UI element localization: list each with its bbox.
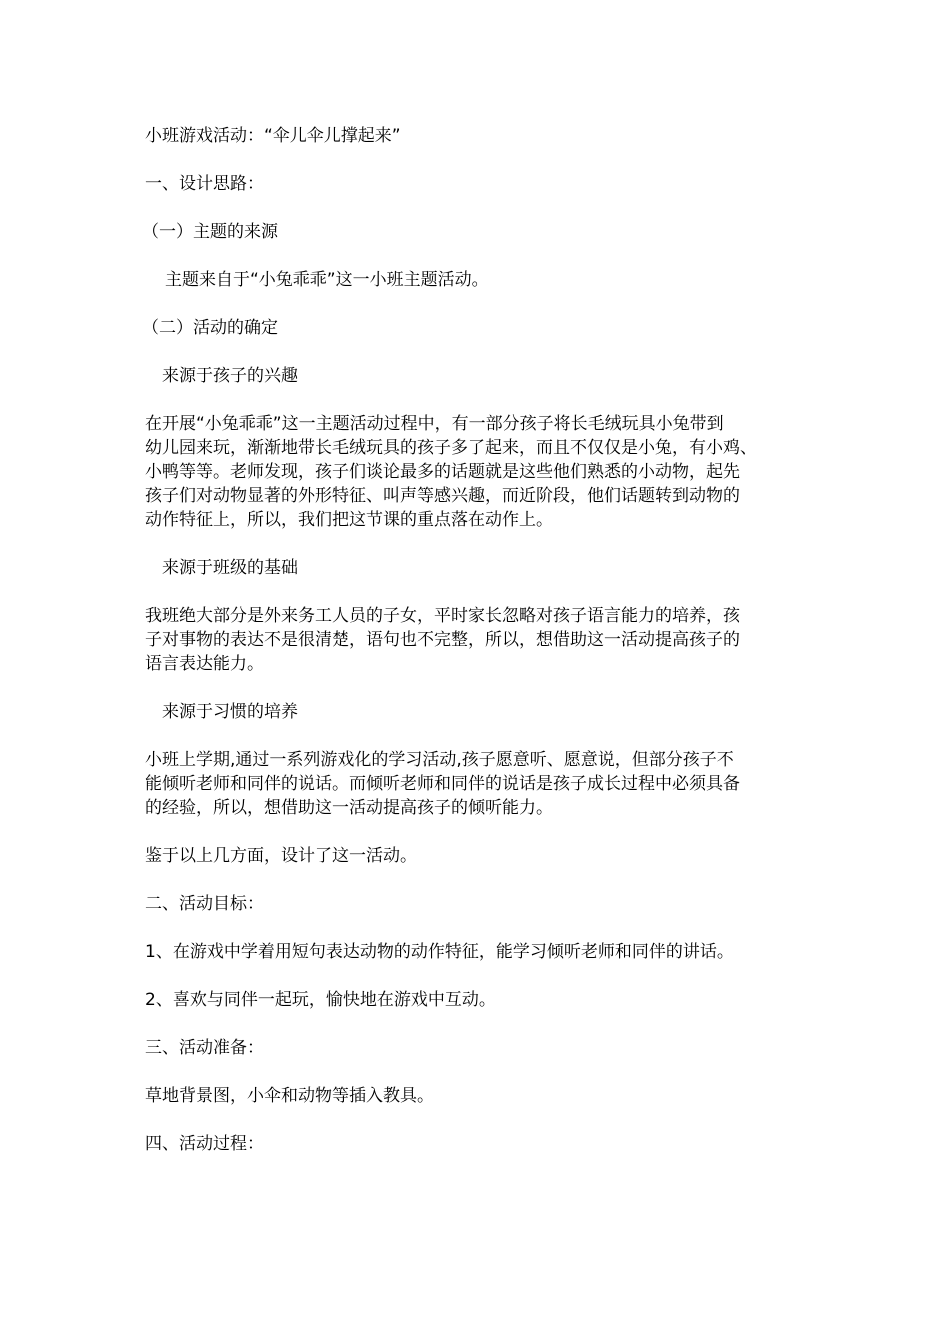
point-heading-class-basis: 来源于班级的基础 — [162, 558, 298, 578]
goal-item-1: 1、在游戏中学着用短句表达动物的动作特征，能学习倾听老师和同伴的讲话。 — [145, 942, 734, 962]
paragraph-line: 语言表达能力。 — [145, 654, 264, 674]
point-heading-habit: 来源于习惯的培养 — [162, 702, 298, 722]
section-heading-process: 四、活动过程： — [145, 1134, 264, 1154]
paragraph-line: 小班上学期,通过一系列游戏化的学习活动,孩子愿意听、愿意说，但部分孩子不 — [145, 750, 734, 770]
document-body — [142, 124, 810, 1156]
paragraph-habit — [145, 748, 810, 820]
paragraph-line: 孩子们对动物显著的外形特征、叫声等感兴趣，而近阶段，他们话题转到动物的 — [145, 486, 740, 506]
paragraph-line: 小鸭等等。老师发现，孩子们谈论最多的话题就是这些他们熟悉的小动物，起先 — [145, 462, 740, 482]
point-heading-interest: 来源于孩子的兴趣 — [162, 366, 298, 386]
paragraph-class-basis — [145, 604, 810, 676]
paragraph-line: 在开展“小兔乖乖”这一主题活动过程中，有一部分孩子将长毛绒玩具小兔带到 — [145, 414, 724, 434]
paragraph-line: 的经验，所以，想借助这一活动提高孩子的倾听能力。 — [145, 798, 553, 818]
paragraph-line: 能倾听老师和同伴的说话。而倾听老师和同伴的说话是孩子成长过程中必须具备 — [145, 774, 740, 794]
summary-text: 鉴于以上几方面，设计了这一活动。 — [145, 846, 417, 866]
subheading-activity-decision: （二）活动的确定 — [142, 318, 278, 338]
preparation-text: 草地背景图，小伞和动物等插入教具。 — [145, 1086, 434, 1106]
paragraph-line: 子对事物的表达不是很清楚，语句也不完整，所以，想借助这一活动提高孩子的 — [145, 630, 740, 650]
document-title: 小班游戏活动：“伞儿伞儿撑起来” — [145, 126, 401, 146]
subheading-theme-source: （一）主题的来源 — [142, 222, 278, 242]
paragraph-line: 我班绝大部分是外来务工人员的子女，平时家长忽略对孩子语言能力的培养，孩 — [145, 606, 740, 626]
section-heading-goals: 二、活动目标： — [145, 894, 264, 914]
paragraph-line: 幼儿园来玩，渐渐地带长毛绒玩具的孩子多了起来，而且不仅仅是小兔，有小鸡、 — [145, 438, 757, 458]
theme-source-text: 主题来自于“小兔乖乖”这一小班主题活动。 — [165, 270, 489, 290]
section-heading-preparation: 三、活动准备： — [145, 1038, 264, 1058]
paragraph-interest — [145, 412, 810, 532]
goal-item-2: 2、喜欢与同伴一起玩，愉快地在游戏中互动。 — [145, 990, 496, 1010]
section-heading-design-idea: 一、设计思路： — [145, 174, 264, 194]
paragraph-line: 动作特征上，所以，我们把这节课的重点落在动作上。 — [145, 510, 553, 530]
